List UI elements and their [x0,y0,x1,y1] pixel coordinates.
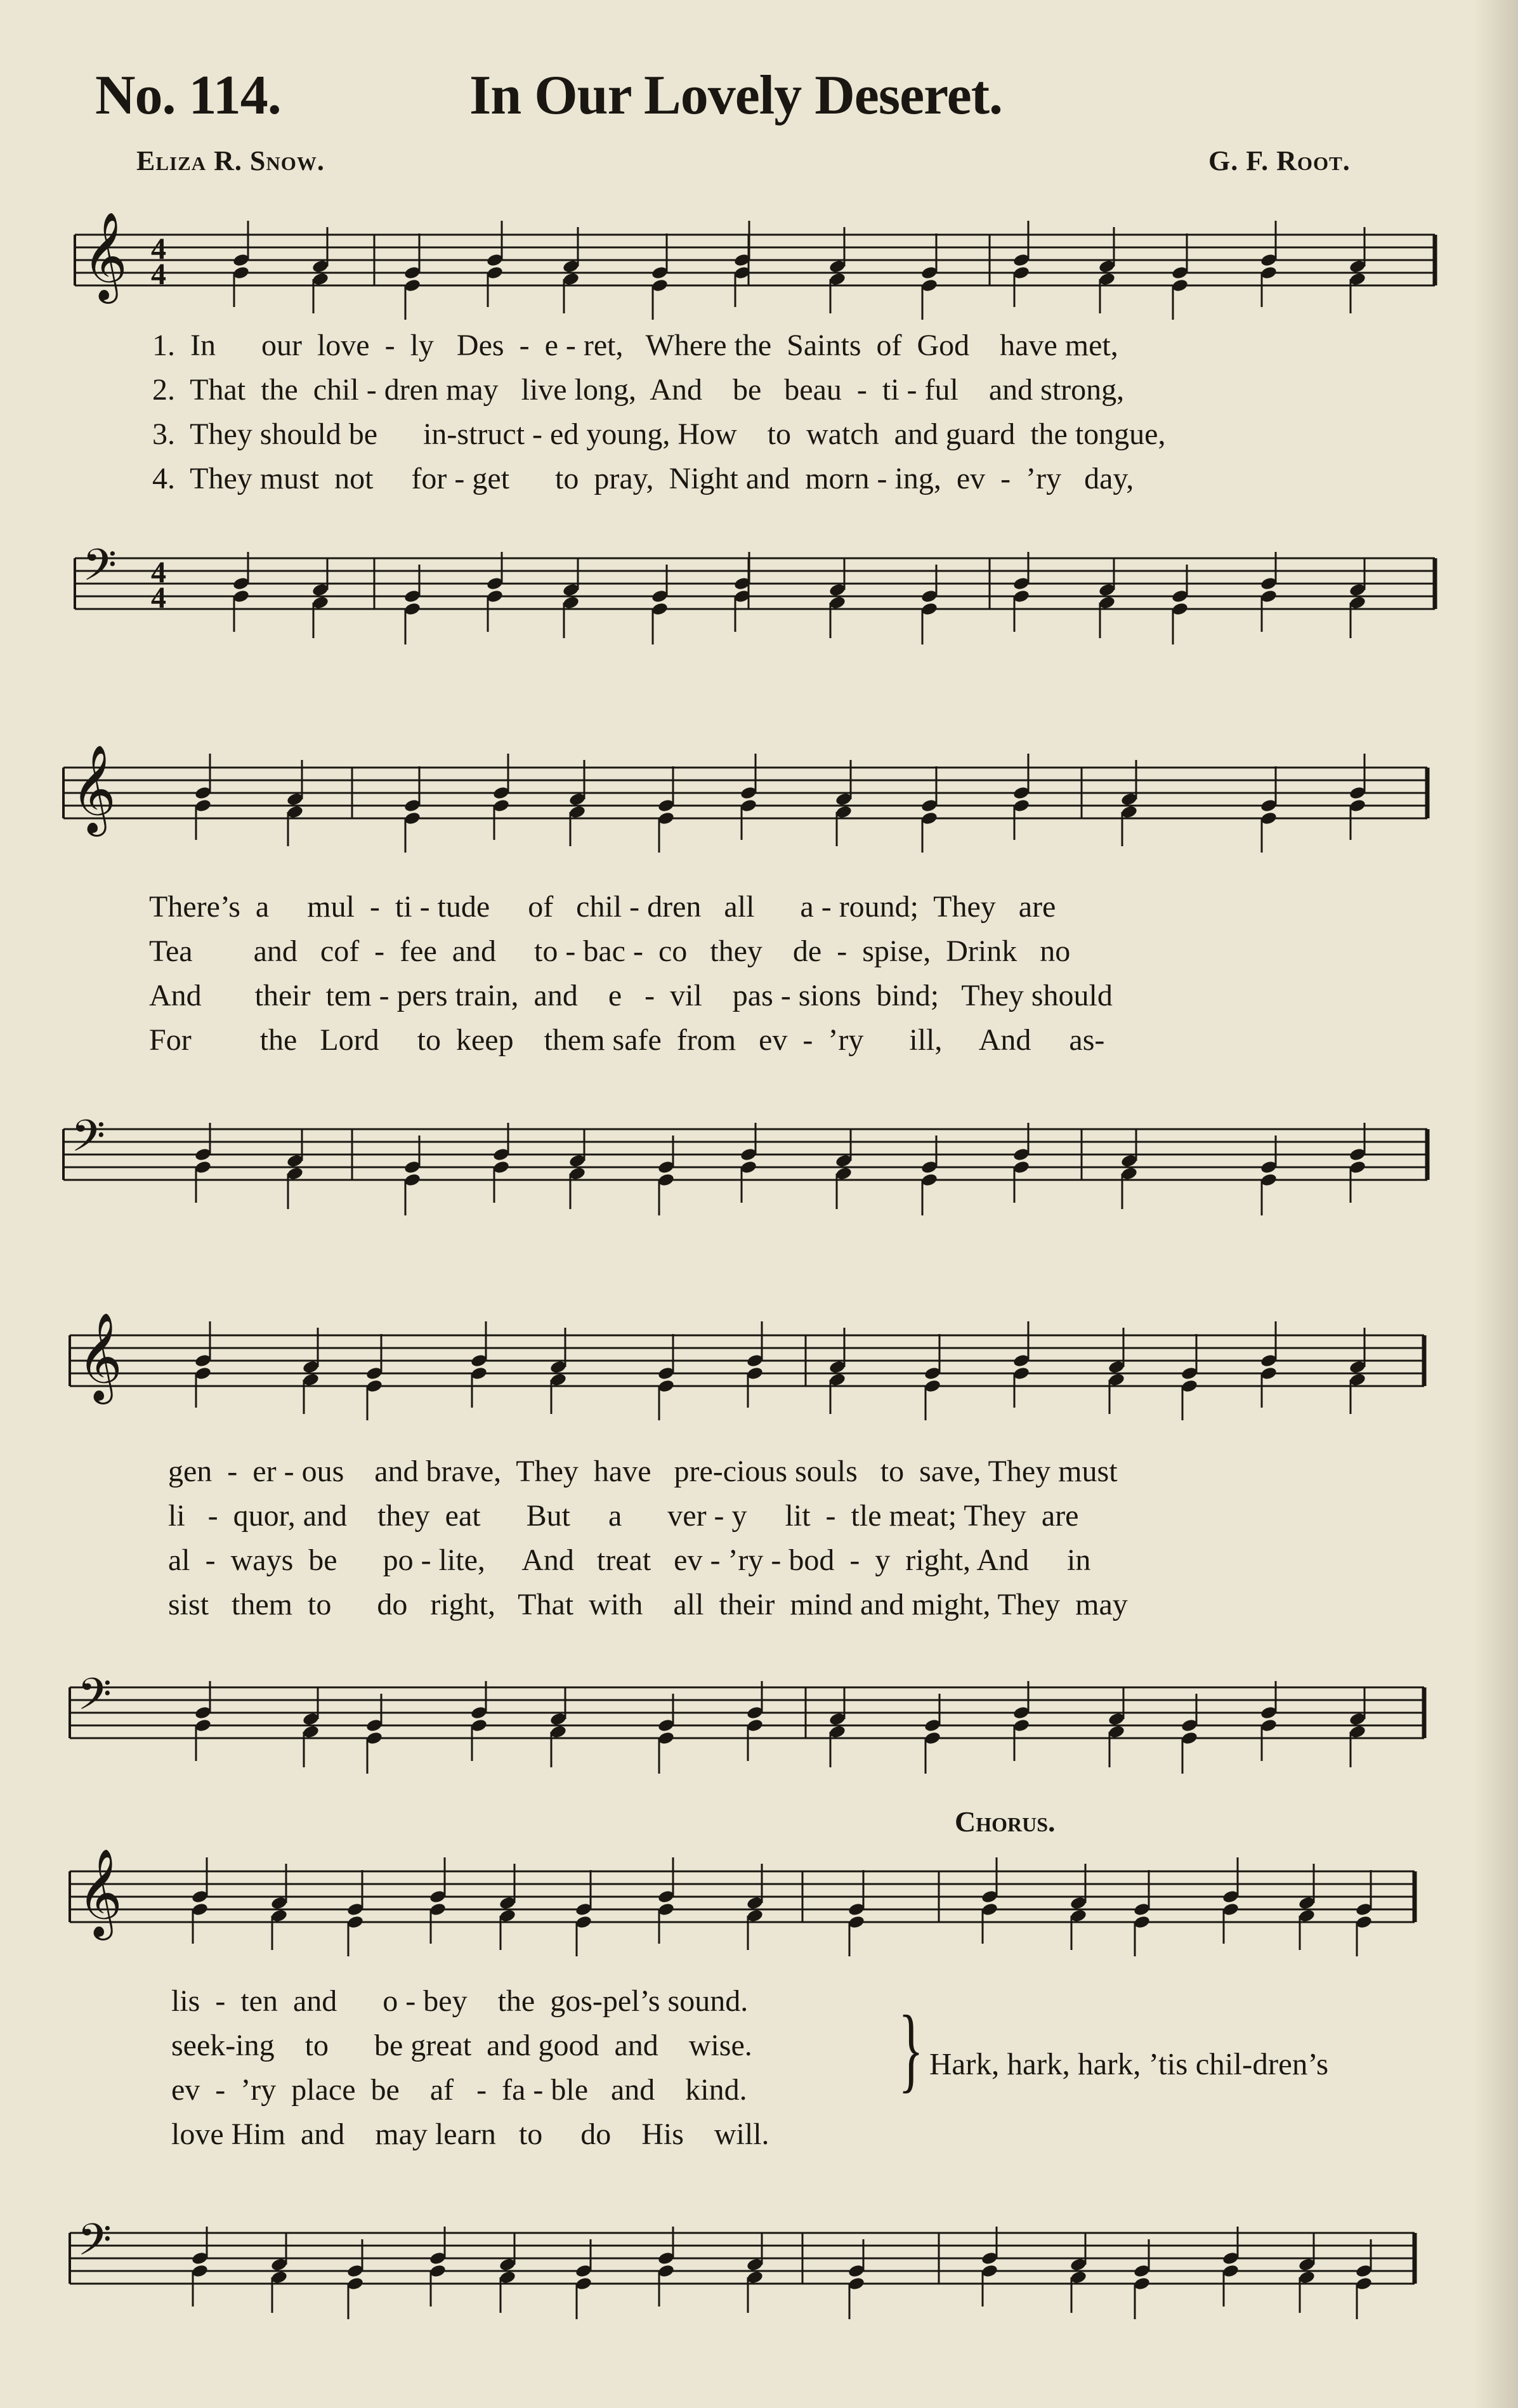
time-signature-bottom: 4 [151,258,166,291]
bass-staff [0,539,1518,628]
lyric-line: 3. They should be in-struct - ed young, How to watch and guard the tongue, [152,417,1166,451]
treble-clef: 𝄞 [77,1849,122,1937]
time-signature-bottom: 4 [151,581,166,615]
lyric-line: love Him and may learn to do His will. [171,2117,769,2151]
lyric-line: lis - ten and o - bey the gos-pel’s sound. [171,1984,749,2018]
verse-lyrics [149,885,1113,1063]
treble-staff [0,745,1518,837]
lyric-line: sist them to do right, That with all their mind and might, They may [168,1588,1128,1621]
composer-credit: G. F. Root. [1208,145,1351,176]
bass-staff [0,1668,1518,1757]
verse-lyrics [171,1979,769,2157]
treble-clef: 𝄞 [77,1312,122,1401]
lyric-line: li - quor, and they eat But a ver - y lit - tle meat; They are [168,1499,1079,1533]
bass-clef: 𝄢 [71,1110,106,1172]
hymn-title: In Our Lovely Deseret. [469,65,1002,126]
bass-clef: 𝄢 [77,2214,112,2276]
lyric-line: seek-ing to be great and good and wise. [171,2029,752,2062]
page-edge-shadow [1474,0,1518,2408]
lyric-line: Tea and cof - fee and to - bac - co they de - spise, Drink no [149,934,1071,968]
lyric-line: 1. In our love - ly Des - e - ret, Where the Saints of God have met, [152,329,1118,362]
treble-staff [0,1849,1518,1941]
lyric-line: 4. They must not for - get to pray, Night and morn - ing, ev - ’ry day, [152,462,1134,495]
chorus-label: Chorus. [955,1805,1056,1838]
verse-lyrics [152,324,1165,501]
lyric-line: There’s a mul - ti - tude of chil - dren all a - round; They are [149,890,1056,924]
treble-clef: 𝄞 [82,212,128,300]
chorus-lyric: Hark, hark, hark, ’tis chil-dren’s [929,2046,1329,2081]
lyric-line: al - ways be po - lite, And treat ev - ’ry - bod - y right, And in [168,1543,1091,1577]
bass-staff [0,1110,1518,1199]
lyric-line: For the Lord to keep them safe from ev - ’ry ill, And as- [149,1023,1105,1057]
lyric-brace: } [898,1996,924,2102]
bass-clef: 𝄢 [82,539,117,601]
lyric-line: ev - ’ry place be af - fa - ble and kind. [171,2073,747,2107]
lyric-line: 2. That the chil - dren may live long, And be beau - ti - ful and strong, [152,373,1125,407]
verse-lyrics [168,1449,1128,1627]
time-signature-top: 4 [151,556,166,589]
treble-staff [0,212,1518,304]
lyric-line: And their tem - pers train, and e - vil pas - sions bind; They should [149,979,1113,1012]
bass-staff [0,2214,1518,2303]
lyric-line: gen - er - ous and brave, They have pre-cious souls to save, They must [168,1455,1118,1488]
hymn-number: No. 114. [95,65,281,126]
treble-staff [0,1312,1518,1405]
author-credit: Eliza R. Snow. [136,145,325,176]
treble-clef: 𝄞 [71,745,116,833]
time-signature-top: 4 [151,232,166,266]
bass-clef: 𝄢 [77,1668,112,1731]
